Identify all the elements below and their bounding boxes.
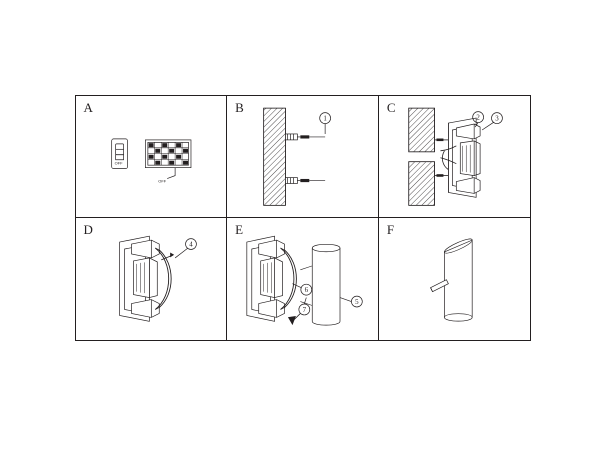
panel-e-artwork bbox=[227, 218, 378, 340]
panel-d-label: D bbox=[83, 222, 94, 237]
panel-a bbox=[75, 95, 228, 219]
panel-d-artwork bbox=[76, 218, 227, 340]
panel-f-label: F bbox=[386, 222, 395, 237]
panel-e-label: E bbox=[235, 222, 244, 237]
instruction-sheet bbox=[75, 95, 530, 340]
panel-a-label: A bbox=[83, 99, 94, 115]
panel-d bbox=[75, 217, 228, 341]
panel-c bbox=[378, 95, 531, 219]
panel-a-off-text-2: OFF bbox=[157, 178, 166, 184]
panel-f-artwork bbox=[379, 218, 530, 340]
panel-b-label: B bbox=[235, 99, 245, 115]
panel-a-artwork bbox=[76, 96, 227, 218]
panel-c-callout-2: 2 bbox=[476, 114, 480, 122]
panel-c-label: C bbox=[386, 99, 396, 115]
panel-b bbox=[226, 95, 379, 219]
panel-e-callout-7: 7 bbox=[302, 307, 307, 315]
panel-c-callout-3: 3 bbox=[495, 115, 499, 123]
panel-b-callout-1: 1 bbox=[323, 115, 328, 123]
panel-grid bbox=[75, 95, 530, 340]
panel-d-callout-4: 4 bbox=[188, 241, 193, 249]
panel-f bbox=[378, 217, 531, 341]
panel-e-callout-5: 5 bbox=[355, 299, 359, 307]
panel-a-off-text-1: OFF bbox=[114, 160, 123, 166]
panel-e bbox=[226, 217, 379, 341]
panel-c-artwork bbox=[379, 96, 530, 218]
panel-e-callout-6: 6 bbox=[304, 287, 309, 295]
panel-b-artwork bbox=[227, 96, 378, 218]
